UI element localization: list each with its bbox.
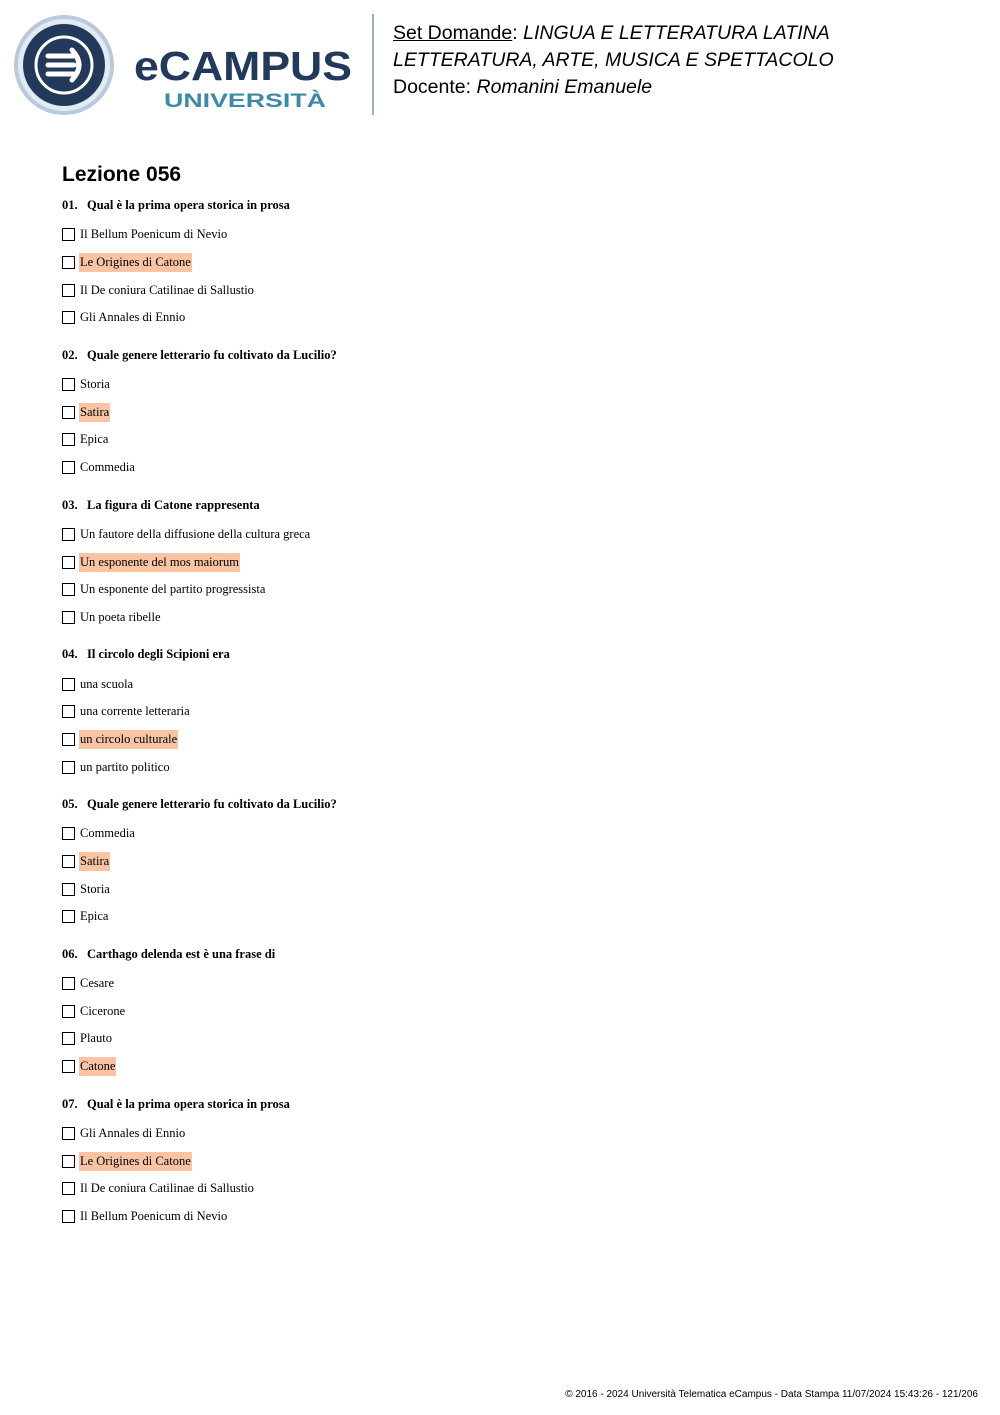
correct-answer-label: Satira <box>79 403 110 422</box>
question-number: 05. <box>62 797 78 811</box>
answer-checkbox[interactable] <box>62 883 75 896</box>
question-block <box>62 495 942 632</box>
answer-option <box>62 1203 942 1231</box>
question-number: 04. <box>62 647 78 662</box>
answer-checkbox[interactable] <box>62 705 75 718</box>
answer-option <box>62 426 942 454</box>
answer-label: Epica <box>80 432 109 447</box>
answer-option <box>62 276 942 304</box>
answer-checkbox[interactable] <box>62 284 75 297</box>
answer-option <box>62 548 942 576</box>
answer-checkbox[interactable] <box>62 678 75 691</box>
answer-checkbox[interactable] <box>62 910 75 923</box>
answer-label: Gli Annales di Ennio <box>80 310 186 325</box>
answer-option <box>62 1120 942 1148</box>
answer-checkbox[interactable] <box>62 611 75 624</box>
question-label: Quale genere letterario fu coltivato da Lucilio? <box>87 347 337 362</box>
course-line-2: LETTERATURA, ARTE, MUSICA E SPETTACOLO <box>393 49 834 71</box>
answer-checkbox[interactable] <box>62 583 75 596</box>
logo-subtitle: UNIVERSITÀ <box>164 91 280 112</box>
answer-checkbox[interactable] <box>62 406 75 419</box>
ecampus-logo <box>14 14 359 119</box>
question-label: Carthago delenda est è una frase di <box>87 946 276 961</box>
question-text <box>62 195 942 215</box>
question-block <box>62 944 942 1081</box>
answer-checkbox[interactable] <box>62 1210 75 1223</box>
question-block <box>62 794 942 931</box>
answer-option <box>62 726 942 754</box>
docente-name: Romanini Emanuele <box>476 76 653 98</box>
set-label: Set Domande <box>393 22 513 44</box>
answer-option <box>62 848 942 876</box>
question-number: 01. <box>62 198 78 212</box>
answer-checkbox[interactable] <box>62 1005 75 1018</box>
answer-checkbox[interactable] <box>62 733 75 746</box>
answer-checkbox[interactable] <box>62 228 75 241</box>
answer-label: una scuola <box>80 676 134 691</box>
answer-label: Storia <box>80 881 110 896</box>
answer-option <box>62 820 942 848</box>
answer-label: Il Bellum Poenicum di Nevio <box>80 227 228 242</box>
logo-brand: eCAMPUS <box>134 43 352 89</box>
answer-option <box>62 670 942 698</box>
answer-label: Gli Annales di Ennio <box>80 1125 186 1140</box>
question-block <box>62 1094 942 1231</box>
answer-option <box>62 753 942 781</box>
question-block <box>62 644 942 781</box>
question-label: Il circolo degli Scipioni era <box>87 647 230 662</box>
answer-label: Cicerone <box>80 1003 126 1018</box>
answer-checkbox[interactable] <box>62 1182 75 1195</box>
questions-list <box>62 195 942 1243</box>
ecampus-seal-icon <box>14 15 114 115</box>
answer-option <box>62 454 942 482</box>
answer-checkbox[interactable] <box>62 977 75 990</box>
answer-option <box>62 1175 942 1203</box>
answer-option <box>62 1053 942 1081</box>
answer-option <box>62 698 942 726</box>
answer-checkbox[interactable] <box>62 556 75 569</box>
answer-option <box>62 304 942 332</box>
answer-option <box>62 398 942 426</box>
answer-label: Cesare <box>80 976 115 991</box>
answer-label: Commedia <box>80 826 135 841</box>
answer-option <box>62 221 942 249</box>
answer-option <box>62 249 942 277</box>
question-label: Qual è la prima opera storica in prosa <box>87 198 290 212</box>
correct-answer-label: Un esponente del mos maiorum <box>79 553 240 572</box>
question-label: Qual è la prima opera storica in prosa <box>87 1096 290 1111</box>
correct-answer-label: Catone <box>79 1057 116 1076</box>
answer-label: Storia <box>80 377 110 392</box>
correct-answer-label: Le Origines di Catone <box>79 253 192 272</box>
question-text <box>62 345 942 365</box>
answer-label: Un esponente del partito progressista <box>80 582 266 597</box>
answer-label: un partito politico <box>80 759 170 774</box>
question-block <box>62 195 942 332</box>
answer-checkbox[interactable] <box>62 1127 75 1140</box>
set-separator: : <box>512 22 524 44</box>
answer-option <box>62 997 942 1025</box>
question-label: Quale genere letterario fu coltivato da Lucilio? <box>87 797 337 811</box>
answer-option <box>62 875 942 903</box>
answer-label: Il De coniura Catilinae di Sallustio <box>80 1181 254 1196</box>
correct-answer-label: un circolo culturale <box>79 730 178 749</box>
answer-label: Il Bellum Poenicum di Nevio <box>80 1208 228 1223</box>
answer-checkbox[interactable] <box>62 1060 75 1073</box>
question-text <box>62 1094 942 1114</box>
answer-label: Plauto <box>80 1031 112 1046</box>
header-info <box>393 20 983 101</box>
answer-label: Epica <box>80 909 109 924</box>
answer-checkbox[interactable] <box>62 1155 75 1168</box>
docente-label: Docente: <box>393 76 472 98</box>
answer-label: Il De coniura Catilinae di Sallustio <box>80 282 254 297</box>
question-text <box>62 495 942 515</box>
answer-option <box>62 576 942 604</box>
page-footer: © 2016 - 2024 Università Telematica eCampus - Data Stampa 11/07/2024 15:43:26 - 121/206 <box>565 1389 978 1400</box>
lesson-title: Lezione 056 <box>62 163 182 186</box>
answer-checkbox[interactable] <box>62 1032 75 1045</box>
question-number: 06. <box>62 946 78 961</box>
answer-option <box>62 1025 942 1053</box>
answer-option <box>62 1147 942 1175</box>
answer-option <box>62 903 942 931</box>
docente-line <box>393 74 983 101</box>
answer-checkbox[interactable] <box>62 761 75 774</box>
answer-option <box>62 604 942 632</box>
course-line-1: LINGUA E LETTERATURA LATINA <box>523 22 830 44</box>
answer-checkbox[interactable] <box>62 311 75 324</box>
answer-checkbox[interactable] <box>62 528 75 541</box>
question-text <box>62 794 942 814</box>
answer-label: una corrente letteraria <box>80 704 190 719</box>
question-number: 03. <box>62 497 78 512</box>
answer-option <box>62 521 942 549</box>
answer-checkbox[interactable] <box>62 461 75 474</box>
answer-label: Un fautore della diffusione della cultura greca <box>80 526 311 541</box>
correct-answer-label: Le Origines di Catone <box>79 1152 192 1171</box>
question-label: La figura di Catone rappresenta <box>87 497 260 512</box>
answer-option <box>62 371 942 399</box>
answer-checkbox[interactable] <box>62 827 75 840</box>
question-text <box>62 644 942 664</box>
answer-option <box>62 970 942 998</box>
answer-checkbox[interactable] <box>62 855 75 868</box>
answer-checkbox[interactable] <box>62 256 75 269</box>
question-number: 02. <box>62 347 78 362</box>
answer-checkbox[interactable] <box>62 433 75 446</box>
correct-answer-label: Satira <box>79 852 110 871</box>
question-text <box>62 944 942 964</box>
answer-label: Commedia <box>80 460 135 475</box>
question-block <box>62 345 942 482</box>
question-number: 07. <box>62 1096 78 1111</box>
answer-label: Un poeta ribelle <box>80 609 161 624</box>
answer-checkbox[interactable] <box>62 378 75 391</box>
set-domande-line <box>393 20 983 47</box>
header-divider <box>372 14 374 115</box>
